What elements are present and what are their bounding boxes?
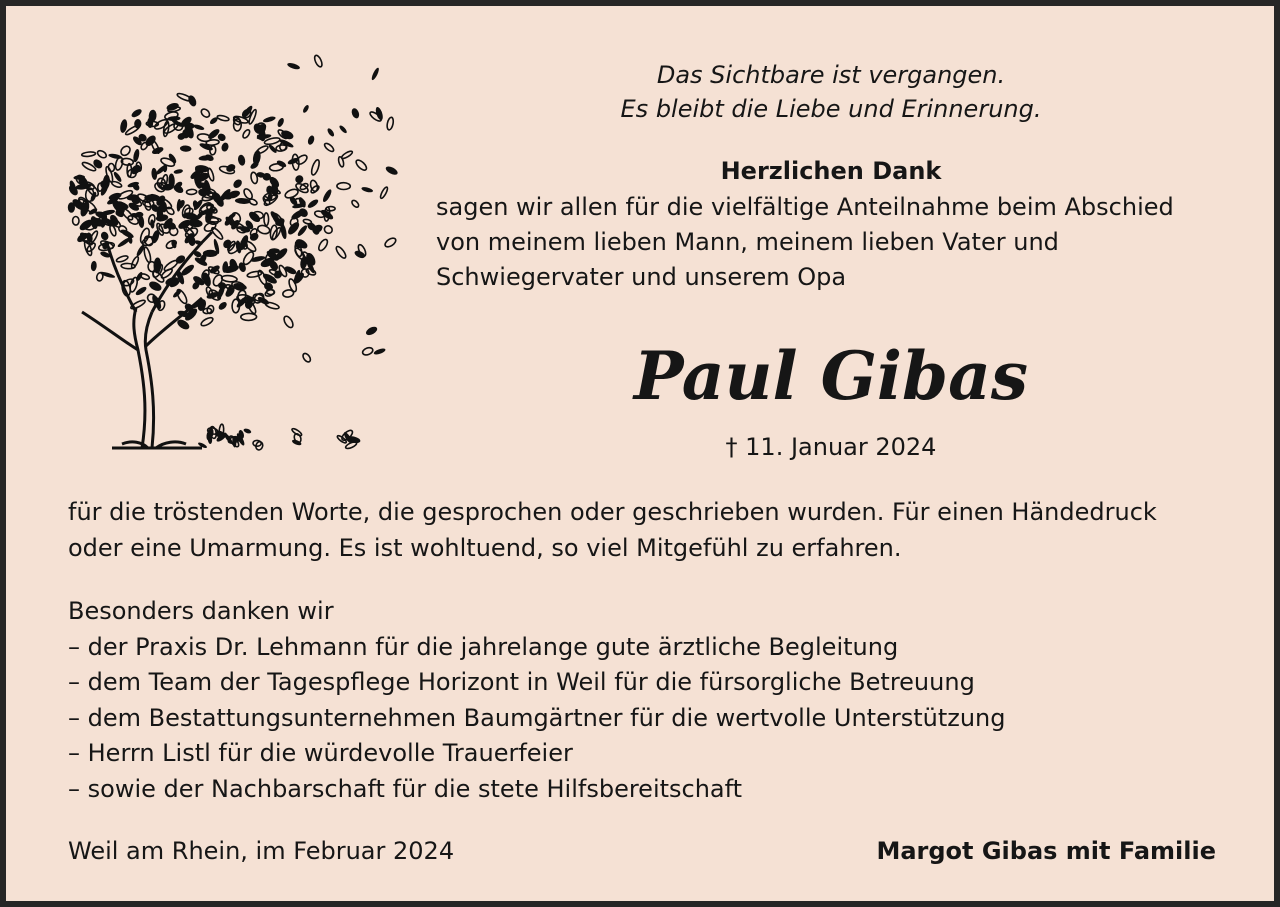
thanks-line-3: Schwiegervater und unserem Opa — [436, 263, 847, 291]
comfort-line-1: für die tröstenden Worte, die gesprochen oder geschrieben wurden. Für einen Händedruck — [68, 498, 1157, 526]
special-thanks — [68, 594, 1238, 807]
special-thanks-item: – Herrn Listl für die würdevolle Trauerfeier — [68, 739, 573, 767]
special-thanks-item: – der Praxis Dr. Lehmann für die jahrelange gute ärztliche Begleitung — [68, 632, 899, 661]
place-and-date: Weil am Rhein, im Februar 2024 — [68, 837, 455, 865]
thanks-line-2: von meinem lieben Mann, meinem lieben Vater und — [436, 228, 1059, 256]
death-date: † 11. Januar 2024 — [725, 433, 937, 461]
comfort-paragraph — [68, 494, 1238, 566]
windblown-tree-icon — [52, 50, 402, 460]
motto-line-2: Es bleibt die Liebe und Erinnerung. — [620, 95, 1042, 123]
thanks-heading: Herzlichen Dank — [720, 157, 942, 185]
thanks-line-1: sagen wir allen für die vielfältige Anteilnahme beim Abschied — [436, 193, 1174, 221]
special-thanks-item: – dem Team der Tagespflege Horizont in Weil für die fürsorgliche Betreuung — [68, 668, 975, 696]
signature: Margot Gibas mit Familie — [876, 837, 1216, 865]
thanks-body — [436, 190, 1236, 295]
comfort-line-2: oder eine Umarmung. Es ist wohltuend, so viel Mitgefühl zu erfahren. — [68, 534, 902, 562]
special-thanks-item: – dem Bestattungsunternehmen Baumgärtner für die wertvolle Unterstützung — [68, 703, 1006, 732]
deceased-name: Paul Gibas — [633, 337, 1029, 415]
motto — [436, 58, 1226, 126]
special-thanks-item: – sowie der Nachbarschaft für die stete Hilfsbereitschaft — [68, 774, 743, 803]
special-thanks-intro: Besonders danken wir — [68, 597, 334, 625]
motto-line-1: Das Sichtbare ist vergangen. — [656, 61, 1006, 89]
